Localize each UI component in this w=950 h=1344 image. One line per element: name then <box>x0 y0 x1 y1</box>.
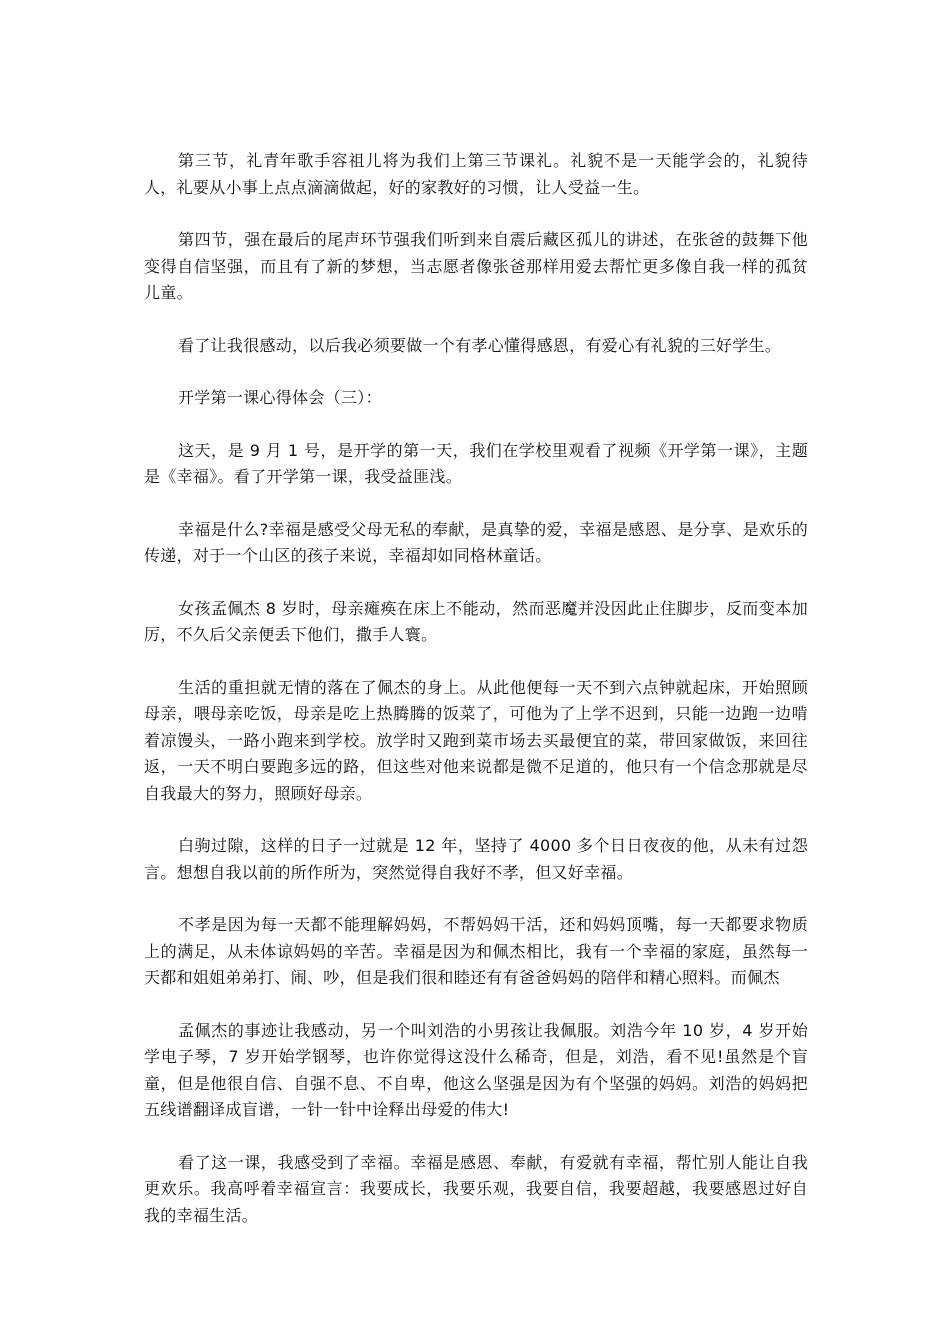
paragraph: 第四节，强在最后的尾声环节强我们听到来自震后藏区孤儿的讲述，在张爸的鼓舞下他变得自信坚强，而且有了新的梦想，当志愿者像张爸那样用爱去帮忙更多像自我一样的孤贫儿童。 <box>144 230 808 302</box>
document-body <box>144 148 808 1255</box>
paragraph: 孟佩杰的事迹让我感动，另一个叫刘浩的小男孩让我佩服。刘浩今年 10 岁，4 岁开始学电子琴，7 岁开始学钢琴，也许你觉得这没什么稀奇，但是，刘浩，看不见!虽然是个盲童，但是他很自信、自强不息、不自卑，他这么坚强是因为有个坚强的妈妈。刘浩的妈妈把五线谱翻译成盲谱，一针一针中诠释出母爱的伟大! <box>144 1020 808 1119</box>
paragraph: 不孝是因为每一天都不能理解妈妈，不帮妈妈干活，还和妈妈顶嘴，每一天都要求物质上的满足，从未体谅妈妈的辛苦。幸福是因为和佩杰相比，我有一个幸福的家庭，虽然每一天都和姐姐弟弟打、闹、吵，但是我们很和睦还有有爸爸妈妈的陪伴和精心照料。而佩杰 <box>144 915 808 987</box>
paragraph: 幸福是什么?幸福是感受父母无私的奉献，是真挚的爱，幸福是感恩、是分享、是欢乐的传递，对于一个山区的孩子来说，幸福却如同格林童话。 <box>144 519 808 565</box>
paragraph: 这天，是 9 月 1 号，是开学的第一天，我们在学校里观看了视频《开学第一课》，主题是《幸福》。看了开学第一课，我受益匪浅。 <box>144 440 808 486</box>
paragraph: 白驹过隙，这样的日子一过就是 12 年，坚持了 4000 多个日日夜夜的他，从未有过怨言。想想自我以前的所作所为，突然觉得自我好不孝，但又好幸福。 <box>144 836 808 882</box>
paragraph: 看了这一课，我感受到了幸福。幸福是感恩、奉献，有爱就有幸福，帮忙别人能让自我更欢乐。我高呼着幸福宣言：我要成长，我要乐观，我要自信，我要超越，我要感恩过好自我的幸福生活。 <box>144 1152 808 1225</box>
paragraph: 女孩孟佩杰 8 岁时，母亲瘫痪在床上不能动，然而恶魔并没因此止住脚步，反而变本加厉，不久后父亲便丢下他们，撒手人寰。 <box>144 598 808 644</box>
paragraph: 第三节，礼青年歌手容祖儿将为我们上第三节课礼。礼貌不是一天能学会的，礼貌待人，礼要从小事上点点滴滴做起，好的家教好的习惯，让人受益一生。 <box>144 151 808 197</box>
paragraph: 生活的重担就无情的落在了佩杰的身上。从此他便每一天不到六点钟就起床，开始照顾母亲，喂母亲吃饭，母亲是吃上热腾腾的饭菜了，可他为了上学不迟到，只能一边跑一边啃着凉馒头，一路小跑来到学校。放学时又跑到菜市场去买最便宜的菜，带回家做饭，来回往返，一天不明白要跑多远的路，但这些对他来说都是微不足道的，他只有一个信念那就是尽自我最大的努力，照顾好母亲。 <box>144 677 808 803</box>
section-heading: 开学第一课心得体会（三）： <box>178 388 382 407</box>
paragraph: 看了让我很感动，以后我必须要做一个有孝心懂得感恩，有爱心有礼貌的三好学生。 <box>178 335 782 355</box>
